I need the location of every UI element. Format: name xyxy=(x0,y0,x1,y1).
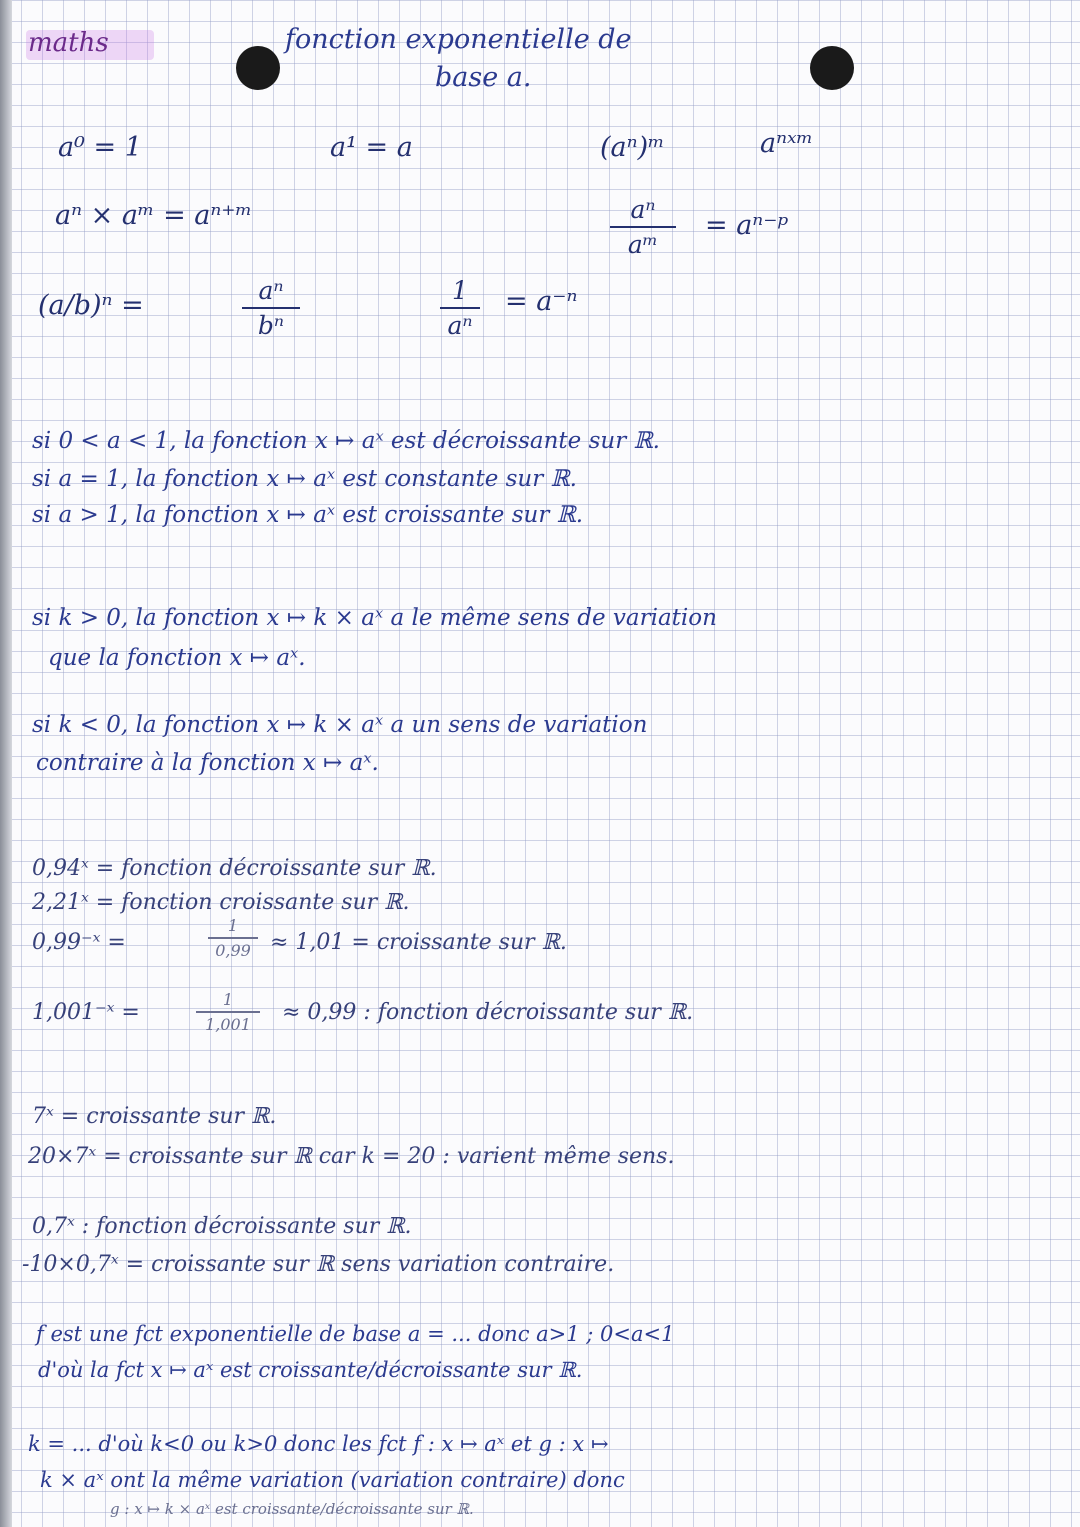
example-line: ≈ 1,01 = croissante sur ℝ. xyxy=(270,930,567,955)
example-fraction xyxy=(196,990,260,1034)
example-fraction xyxy=(208,916,258,960)
formula-power-of-power-result: aⁿˣᵐ xyxy=(760,128,814,159)
fraction-denominator: aⁿ xyxy=(447,311,473,340)
method-line: d'où la fct x ↦ aˣ est croissante/décroissante sur ℝ. xyxy=(38,1358,583,1382)
method-line: f est une fct exponentielle de base a = ... donc a>1 ; 0<a<1 xyxy=(36,1322,675,1346)
subject-label: maths xyxy=(28,28,109,58)
fraction-numerator: aⁿ xyxy=(258,276,284,305)
formula-fraction-power xyxy=(242,276,300,340)
formula-inverse-result: = a⁻ⁿ xyxy=(505,286,578,317)
example-line: -10×0,7ˣ = croissante sur ℝ sens variation contraire. xyxy=(22,1252,615,1277)
formula-quotient-result: = aⁿ⁻ᵖ xyxy=(705,210,789,241)
variation-line: si 0 < a < 1, la fonction x ↦ aˣ est décroissante sur ℝ. xyxy=(32,428,660,454)
example-line: 0,99⁻ˣ = xyxy=(32,930,126,955)
formula-power-of-power: (aⁿ)ᵐ xyxy=(600,132,665,163)
formula-a-zero: a⁰ = 1 xyxy=(58,132,142,163)
fraction-denominator: 1,001 xyxy=(205,1015,251,1034)
variation-line: si a > 1, la fonction x ↦ aˣ est croissante sur ℝ. xyxy=(32,502,584,528)
k-negative-line: si k < 0, la fonction x ↦ k × aˣ a un sens de variation xyxy=(32,712,648,738)
k-negative-line: contraire à la fonction x ↦ aˣ. xyxy=(36,750,379,776)
formula-a-one: a¹ = a xyxy=(330,132,413,163)
page-title-line2: base a. xyxy=(435,62,532,93)
fraction-numerator: 1 xyxy=(227,916,239,935)
fraction-denominator: 0,99 xyxy=(215,941,251,960)
formula-product: aⁿ × aᵐ = aⁿ⁺ᵐ xyxy=(55,200,253,231)
k-positive-line: que la fonction x ↦ aˣ. xyxy=(48,645,306,671)
fraction-numerator: 1 xyxy=(222,990,234,1009)
example-line: 0,7ˣ : fonction décroissante sur ℝ. xyxy=(32,1214,412,1239)
fraction-denominator: bⁿ xyxy=(257,311,285,340)
method-line: k × aˣ ont la même variation (variation contraire) donc xyxy=(40,1468,625,1492)
example-line: 0,94ˣ = fonction décroissante sur ℝ. xyxy=(32,856,437,881)
punch-hole xyxy=(236,46,280,90)
method-line: g : x ↦ k × aˣ est croissante/décroissante sur ℝ. xyxy=(110,1500,474,1518)
punch-hole xyxy=(810,46,854,90)
fraction-numerator: 1 xyxy=(452,276,468,305)
notebook-spine xyxy=(0,0,12,1527)
example-line: 7ˣ = croissante sur ℝ. xyxy=(32,1104,277,1129)
fraction-denominator: aᵐ xyxy=(627,230,659,259)
k-positive-line: si k > 0, la fonction x ↦ k × aˣ a le même sens de variation xyxy=(32,605,717,631)
variation-line: si a = 1, la fonction x ↦ aˣ est constante sur ℝ. xyxy=(32,466,577,492)
fraction-numerator: aⁿ xyxy=(630,195,656,224)
page-title-line1: fonction exponentielle de xyxy=(285,24,632,55)
formula-fraction-power-lhs: (a/b)ⁿ = xyxy=(38,290,144,321)
example-line: 20×7ˣ = croissante sur ℝ car k = 20 : varient même sens. xyxy=(28,1144,675,1169)
example-line: ≈ 0,99 : fonction décroissante sur ℝ. xyxy=(282,1000,694,1025)
formula-inverse xyxy=(440,276,480,340)
example-line: 1,001⁻ˣ = xyxy=(32,1000,140,1025)
example-line: 2,21ˣ = fonction croissante sur ℝ. xyxy=(32,890,410,915)
formula-quotient xyxy=(610,195,676,259)
method-line: k = ... d'où k<0 ou k>0 donc les fct f : x ↦ aˣ et g : x ↦ xyxy=(28,1432,609,1456)
